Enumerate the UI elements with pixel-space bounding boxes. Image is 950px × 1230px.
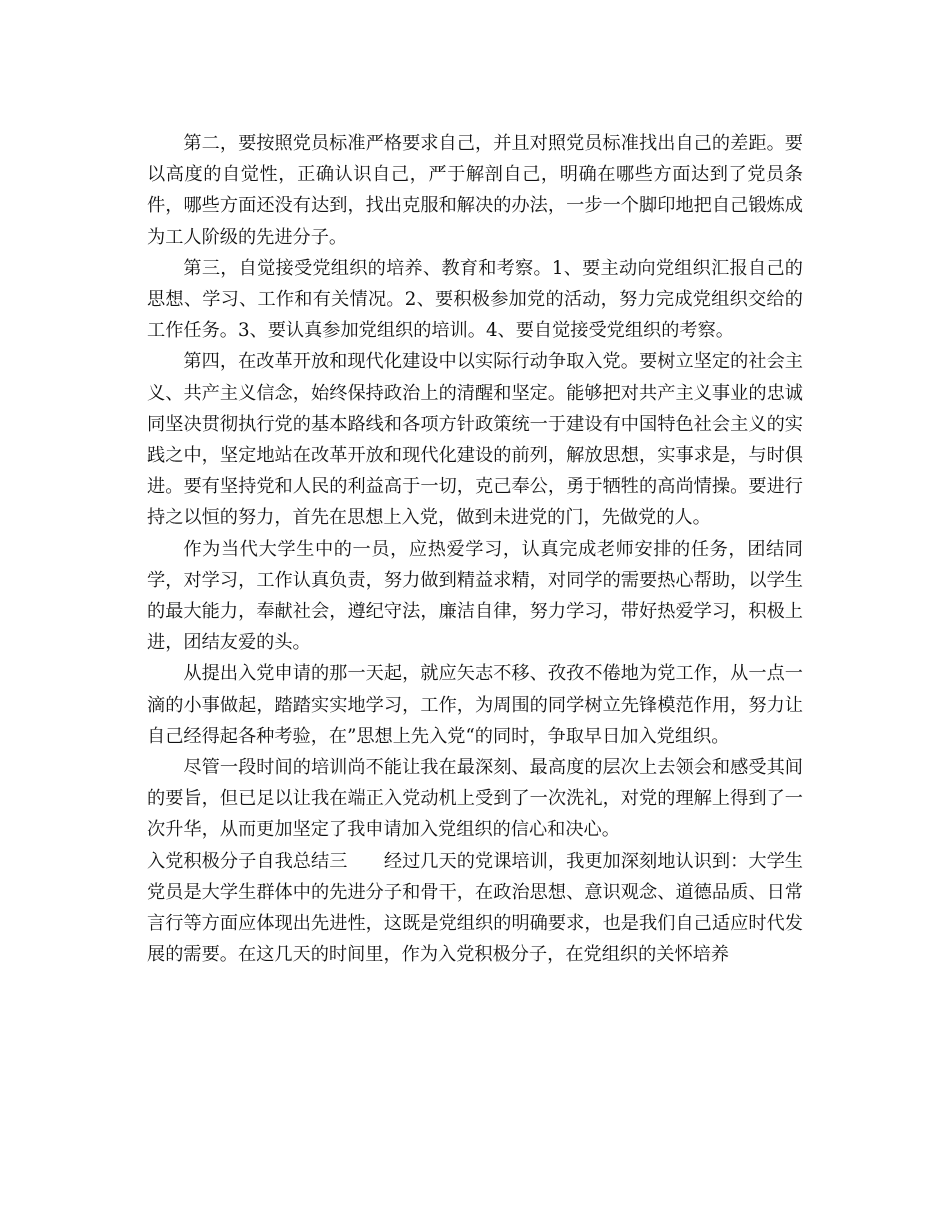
section-three-text: 经过几天的党课培训，我更加深刻地认识到：大学生党员是大学生群体中的先进分子和骨干，在政治思想、意识观念、道德品质、日常言行等方面应体现出先进性，这既是党组织的明确要求，也是我们自己适应时代发展的需要。在这几天的时间里，作为入党积极分子，在党组织的关怀培养 xyxy=(147,850,803,966)
document-body xyxy=(147,128,803,970)
section-three-heading: 入党积极分子自我总结三 xyxy=(147,850,348,872)
paragraph-third: 第三，自觉接受党组织的培养、教育和考察。1、要主动向党组织汇报自己的思想、学习、工作和有关情况。2、要积极参加党的活动，努力完成党组织交给的工作任务。3、要认真参加党组织的培训。4、要自觉接受党组织的考察。 xyxy=(147,257,803,342)
paragraph-second: 第二，要按照党员标准严格要求自己，并且对照党员标准找出自己的差距。要以高度的自觉性，正确认识自己，严于解剖自己，明确在哪些方面达到了党员条件，哪些方面还没有达到，找出克服和解决的办法，一步一个脚印地把自己锻炼成为工人阶级的先进分子。 xyxy=(147,133,803,248)
paragraph-student-role: 作为当代大学生中的一员，应热爱学习，认真完成老师安排的任务，团结同学，对学习，工作认真负责，努力做到精益求精，对同学的需要热心帮助，以学生的最大能力，奉献社会，遵纪守法，廉洁自律，努力学习，带好热爱学习，积极上进，团结友爱的头。 xyxy=(147,538,803,654)
paragraph-application: 从提出入党申请的那一天起，就应矢志不移、孜孜不倦地为党工作，从一点一滴的小事做起，踏踏实实地学习，工作，为周围的同学树立先锋模范作用，努力让自己经得起各种考验，在”思想上先入党“的同时，争取早日加入党组织。 xyxy=(147,663,803,747)
section-three-paragraph xyxy=(147,846,803,971)
paragraph-fourth: 第四，在改革开放和现代化建设中以实际行动争取入党。要树立坚定的社会主义、共产主义信念，始终保持政治上的清醒和坚定。能够把对共产主义事业的忠诚同坚决贯彻执行党的基本路线和各项方针政策统一于建设有中国特色社会主义的实践之中，坚定地站在改革开放和现代化建设的前列，解放思想，实事求是，与时俱进。要有坚持党和人民的利益高于一切，克己奉公，勇于牺牲的高尚情操。要进行持之以恒的努力，首先在思想上入党，做到未进党的门，先做党的人。 xyxy=(147,351,803,529)
paragraph-training-reflection: 尽管一段时间的培训尚不能让我在最深刻、最高度的层次上去领会和感受其间的要旨，但已足以让我在端正入党动机上受到了一次洗礼，对党的理解上得到了一次升华，从而更加坚定了我申请加入党组织的信心和决心。 xyxy=(147,757,803,841)
